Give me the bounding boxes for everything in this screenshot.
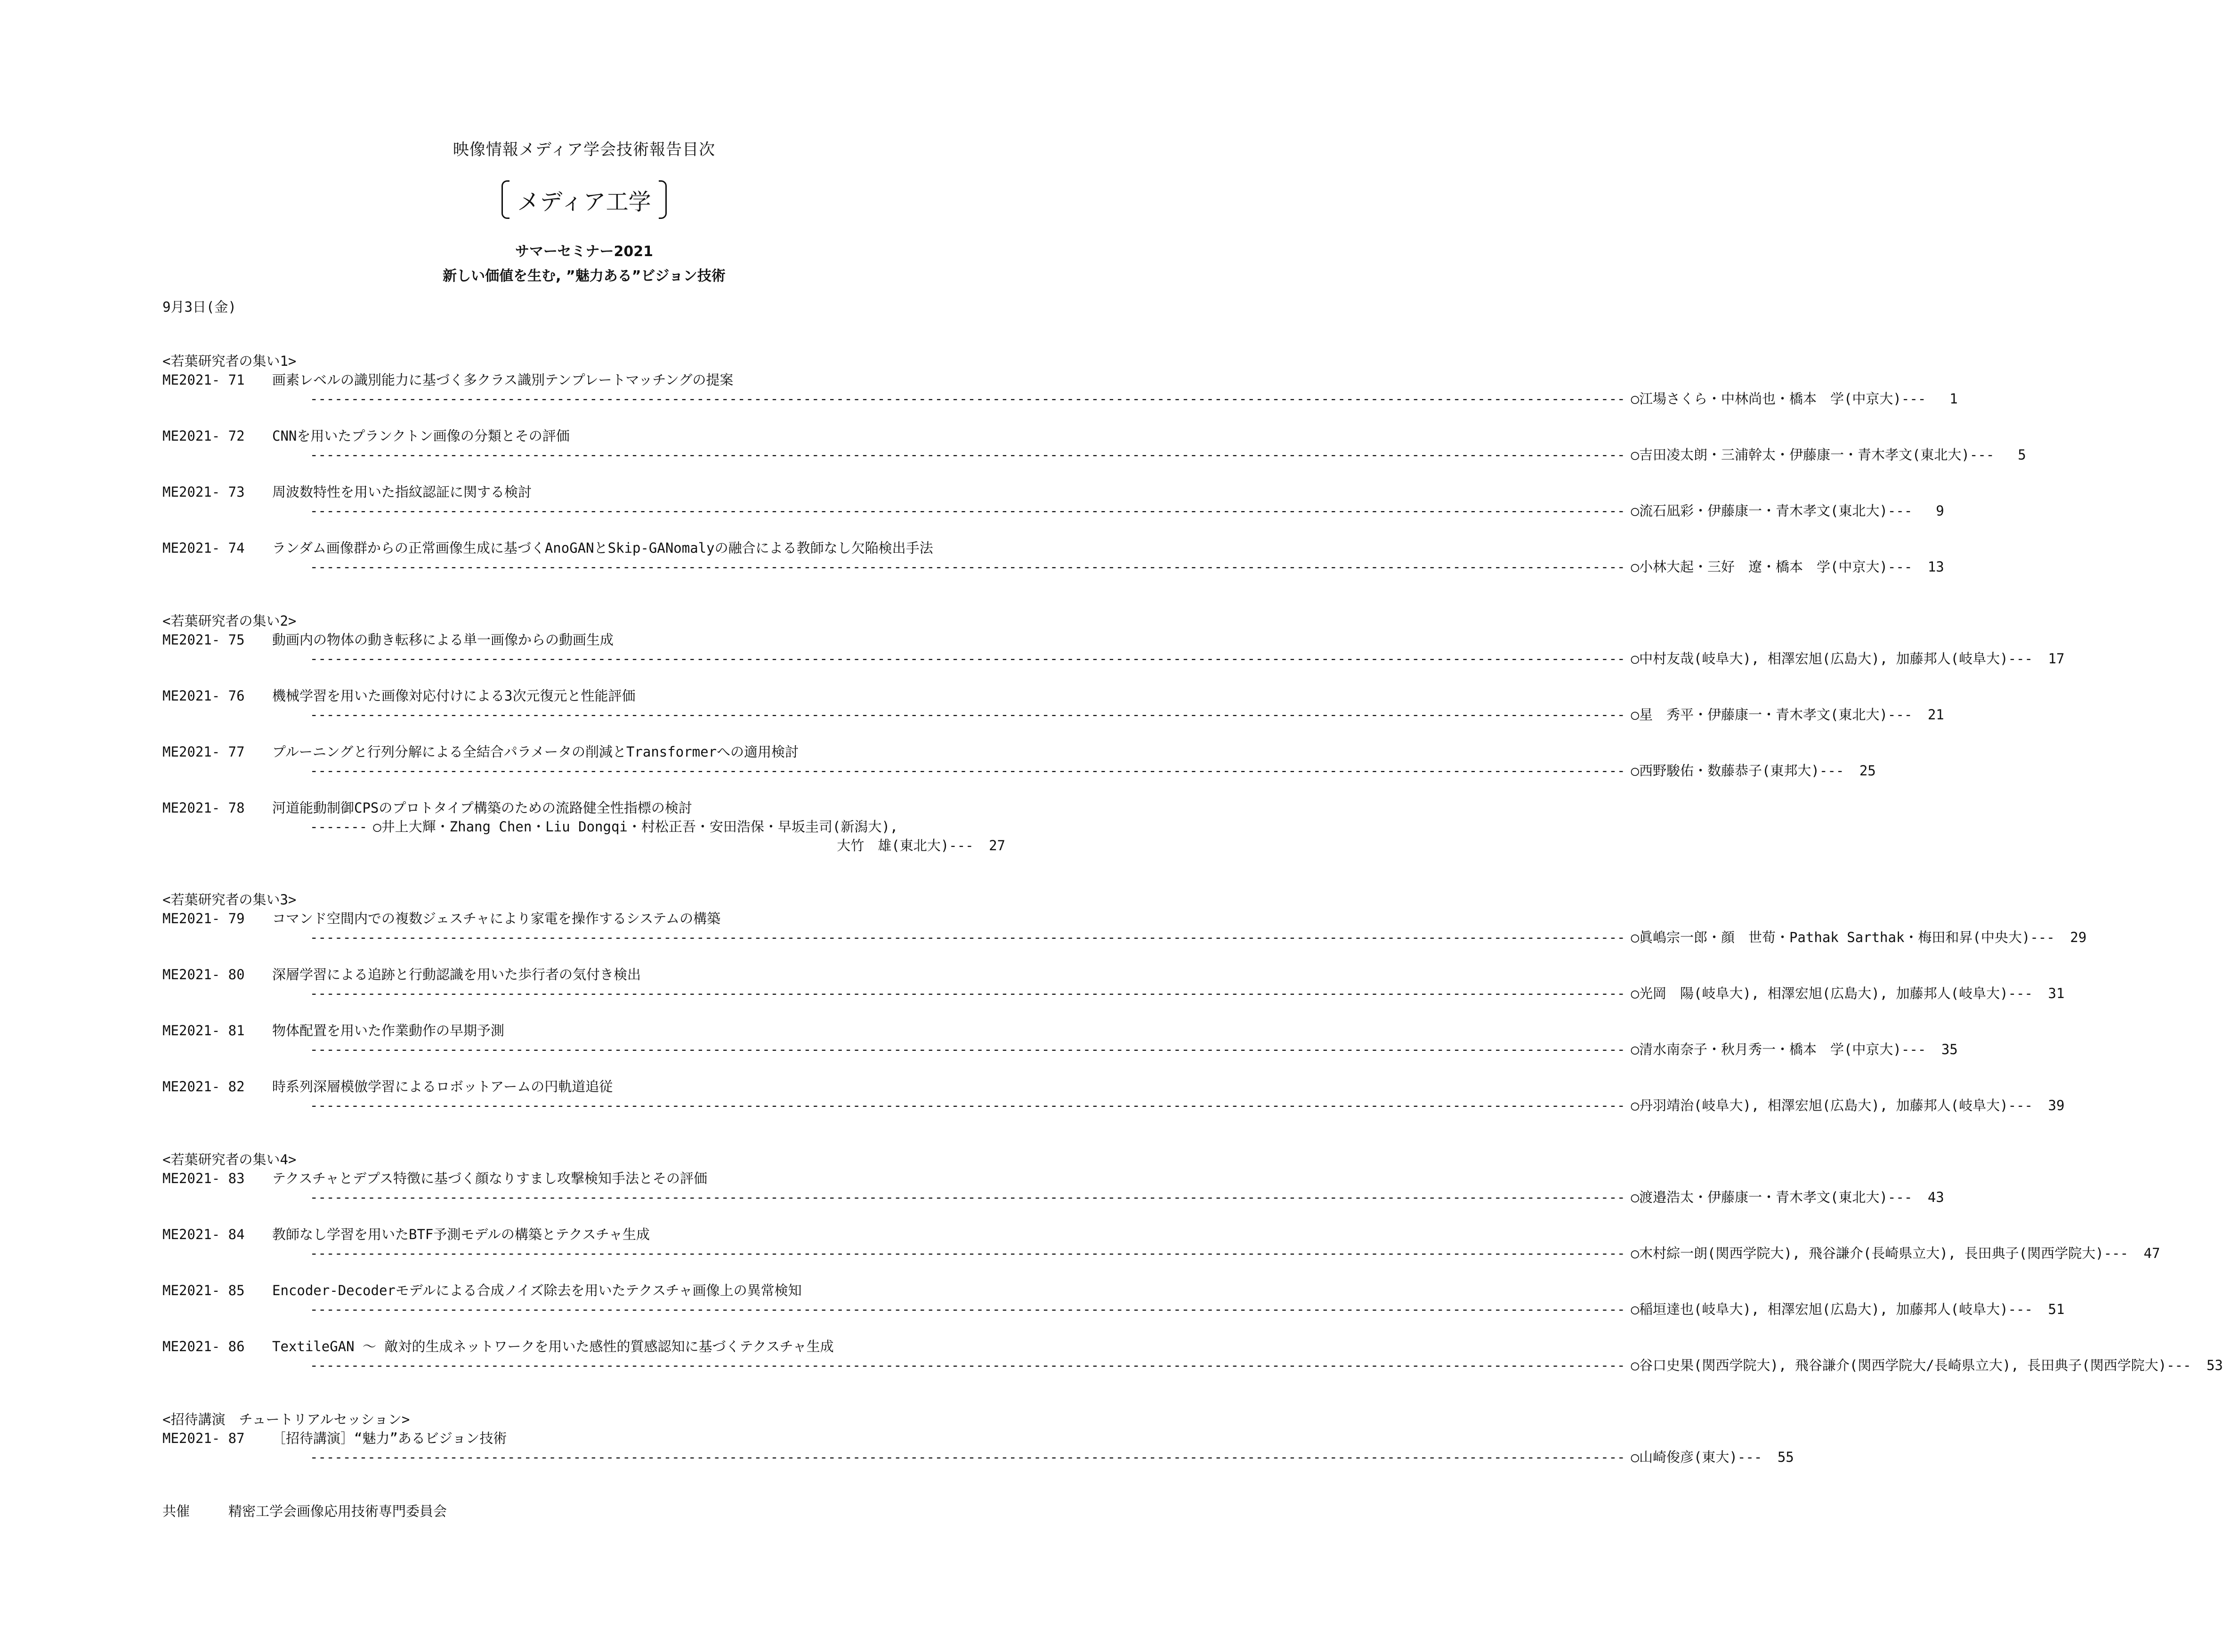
page-leader: --- [1887, 503, 1921, 519]
page-leader: --- [1901, 1041, 1934, 1057]
sections-list [162, 352, 2223, 1467]
page-number: 51 [2048, 1301, 2065, 1317]
paper-title: TextileGAN 〜 敵対的生成ネットワークを用いた感性的質感認知に基づくテクスチャ生成 [272, 1338, 834, 1354]
cosponsor-label: 共催 [162, 1503, 190, 1519]
entry-author-row [162, 557, 1944, 576]
page-number: 29 [2070, 929, 2087, 945]
author-list-continued: 大竹 雄(東北大) [837, 838, 949, 854]
page-leader: --- [2008, 1097, 2041, 1113]
page-number: 43 [1927, 1189, 1944, 1205]
paper-title: コマンド空間内での複数ジェスチャにより家電を操作するシステムの構築 [272, 911, 721, 927]
entry-header-row [162, 742, 1005, 761]
leader-dashes: ---------------------------------------------------------------------------------------------------------------------------------------------------------------- [310, 1189, 1625, 1205]
author-list: ○稲垣達也(岐阜大), 相澤宏旭(広島大), 加藤邦人(岐阜大) [1631, 1301, 2008, 1317]
left-bracket [501, 180, 509, 219]
entry-header-row [162, 909, 1005, 928]
page-leader: --- [1887, 1189, 1921, 1205]
paper-title: 教師なし学習を用いたBTF予測モデルの構築とテクスチャ生成 [272, 1226, 650, 1242]
report-header [0, 137, 1168, 285]
entry-header-row [162, 483, 1005, 501]
toc-entry [162, 630, 2065, 668]
entry-author-row [162, 649, 2065, 668]
section-title: <若葉研究者の集い1> [162, 353, 297, 369]
page-number: 1 [1949, 391, 1958, 407]
report-number: ME2021- 73 [162, 484, 245, 500]
entry-header-row [162, 630, 1005, 649]
entry-header-row [162, 1225, 1005, 1244]
paper-title: 機械学習を用いた画像対応付けによる3次元復元と性能評価 [272, 688, 636, 704]
leader-dashes: ---------------------------------------------------------------------------------------------------------------------------------------------------------------- [310, 1357, 1625, 1373]
cosponsor-line [162, 1502, 1005, 1521]
toc-entry [162, 686, 1944, 724]
author-list: ○井上大輝・Zhang Chen・Liu Dongqi・村松正吾・安田浩保・早坂圭司(新潟大), [373, 819, 898, 835]
report-number: ME2021- 84 [162, 1226, 245, 1242]
section-title: <招待講演 チュートリアルセッション> [162, 1411, 410, 1427]
toc-entry [162, 1225, 2160, 1263]
author-list: ○小林大起・三好 遼・橋本 学(中京大) [1631, 559, 1888, 575]
report-number: ME2021- 82 [162, 1079, 245, 1095]
entry-header-row [162, 371, 1005, 389]
paper-title: 時系列深層模倣学習によるロボットアームの円軌道追従 [272, 1079, 613, 1095]
page-leader: --- [949, 838, 982, 854]
leader-dashes: ---------------------------------------------------------------------------------------------------------------------------------------------------------------- [310, 503, 1625, 519]
leader-dashes: ---------------------------------------------------------------------------------------------------------------------------------------------------------------- [310, 1245, 1625, 1261]
author-list: ○西野駿佑・数藤恭子(東邦大) [1631, 763, 1819, 779]
author-list: ○渡邉浩太・伊藤康一・青木孝文(東北大) [1631, 1189, 1888, 1205]
toc-entry [162, 1169, 1944, 1207]
toc-entry [162, 742, 1876, 780]
toc-entry [162, 1429, 1794, 1467]
report-number: ME2021- 83 [162, 1170, 245, 1186]
toc-entry [162, 427, 2026, 464]
cosponsor-name: 精密工学会画像応用技術専門委員会 [228, 1503, 447, 1519]
entry-author-row [162, 761, 1876, 780]
journal-name-box [501, 180, 666, 219]
page-leader: --- [2008, 1301, 2041, 1317]
entry-header-row [162, 1169, 1005, 1188]
report-number: ME2021- 78 [162, 800, 245, 816]
report-number: ME2021- 77 [162, 744, 245, 760]
report-number: ME2021- 74 [162, 540, 245, 556]
page-number: 25 [1859, 763, 1876, 779]
paper-title: テクスチャとデプス特徴に基づく顔なりすまし攻撃検知手法とその評価 [272, 1170, 707, 1186]
paper-title: 河道能動制御CPSのプロトタイプ構築のための流路健全性指標の検討 [272, 800, 692, 816]
page-leader: --- [2030, 929, 2063, 945]
leader-dashes: ---------------------------------------------------------------------------------------------------------------------------------------------------------------- [310, 1041, 1625, 1057]
entry-header-row [162, 1337, 1005, 1356]
document-title: 映像情報メディア学会技術報告目次 [453, 140, 716, 159]
page-number: 31 [2048, 985, 2065, 1001]
page-leader: --- [1901, 391, 1934, 407]
table-of-contents [162, 293, 2223, 1521]
entry-author-row [162, 1356, 2223, 1375]
paper-title: ［招待講演］“魅力”あるビジョン技術 [272, 1430, 507, 1446]
entry-author-row [162, 445, 2026, 464]
entry-author-row [162, 501, 1944, 520]
entry-header-row [162, 427, 1005, 445]
entry-author-row [162, 1244, 2160, 1263]
section-title: <若葉研究者の集い2> [162, 613, 297, 629]
entry-author-row [162, 1096, 2065, 1115]
report-number: ME2021- 72 [162, 428, 245, 444]
page-number: 9 [1936, 503, 1944, 519]
page-leader: --- [1887, 559, 1921, 575]
paper-title: CNNを用いたプランクトン画像の分類とその評価 [272, 428, 570, 444]
leader-dashes: ---------------------------------------------------------------------------------------------------------------------------------------------------------------- [310, 559, 1625, 575]
author-list: ○流石凪彩・伊藤康一・青木孝文(東北大) [1631, 503, 1888, 519]
entry-author-row [162, 389, 1958, 408]
entry-header-row [162, 686, 1005, 705]
page-leader: --- [1887, 707, 1921, 723]
page-leader: --- [1819, 763, 1852, 779]
report-number: ME2021- 80 [162, 967, 245, 983]
toc-entry [162, 371, 1958, 408]
section-title: <若葉研究者の集い4> [162, 1152, 297, 1168]
page-number: 39 [2048, 1097, 2065, 1113]
entry-header-row [162, 965, 1005, 984]
paper-title: ランダム画像群からの正常画像生成に基づくAnoGANとSkip-GANomalyの融合による教師なし欠陥検出手法 [272, 540, 933, 556]
report-number: ME2021- 71 [162, 372, 245, 388]
session-section [162, 1410, 1794, 1467]
journal-name: メディア工学 [517, 188, 651, 215]
entry-header-row [162, 1281, 1005, 1300]
entry-author-row [162, 928, 2087, 947]
toc-entry [162, 1281, 2065, 1319]
seminar-theme: 新しい価値を生む, ”魅力ある”ビジョン技術 [443, 268, 726, 284]
author-list: ○江場さくら・中林尚也・橋本 学(中京大) [1631, 391, 1901, 407]
page-number: 17 [2048, 651, 2065, 667]
leader-dashes: ---------------------------------------------------------------------------------------------------------------------------------------------------------------- [310, 929, 1625, 945]
page-number: 55 [1777, 1449, 1794, 1465]
session-section [162, 612, 2065, 855]
author-list: ○吉田凌太朗・三浦幹太・伊藤康一・青木孝文(東北大) [1631, 447, 1970, 463]
toc-entry [162, 1337, 2223, 1375]
entry-header-row [162, 1021, 1005, 1040]
paper-title: 深層学習による追跡と行動認識を用いた歩行者の気付き検出 [272, 967, 641, 983]
entry-header-row [162, 539, 1005, 557]
report-number: ME2021- 86 [162, 1338, 245, 1354]
page-leader: --- [2103, 1245, 2137, 1261]
author-list: ○光岡 陽(岐阜大), 相澤宏旭(広島大), 加藤邦人(岐阜大) [1631, 985, 2008, 1001]
author-list: ○中村友哉(岐阜大), 相澤宏旭(広島大), 加藤邦人(岐阜大) [1631, 651, 2008, 667]
entry-author-row [162, 1448, 1794, 1467]
leader-dashes: ---------------------------------------------------------------------------------------------------------------------------------------------------------------- [310, 985, 1625, 1001]
paper-title: Encoder-Decoderモデルによる合成ノイズ除去を用いたテクスチャ画像上の異常検知 [272, 1282, 802, 1298]
toc-entry [162, 909, 2087, 947]
page-number: 35 [1941, 1041, 1958, 1057]
report-number: ME2021- 87 [162, 1430, 245, 1446]
author-list: ○谷口史果(関西学院大), 飛谷謙介(関西学院大/長崎県立大), 長田典子(関西学院大) [1631, 1357, 2167, 1373]
entry-header-row [162, 1077, 1005, 1096]
right-bracket [659, 180, 667, 219]
page-leader: --- [2008, 651, 2041, 667]
leader-dashes: ---------------------------------------------------------------------------------------------------------------------------------------------------------------- [310, 763, 1625, 779]
leader-dashes: ------- [310, 819, 368, 835]
toc-entry [162, 965, 2065, 1003]
page-leader: --- [1969, 447, 2003, 463]
author-list: ○眞嶋宗一郎・顔 世荀・Pathak Sarthak・梅田和昇(中央大) [1631, 929, 2030, 945]
page-number: 13 [1927, 559, 1944, 575]
seminar-title: サマーセミナー2021 [515, 243, 653, 260]
author-list: ○山崎俊彦(東大) [1631, 1449, 1738, 1465]
entry-author-continuation-row [162, 836, 1005, 855]
entry-author-row [162, 1300, 2065, 1319]
session-date: 9月3日(金) [162, 299, 236, 315]
author-list: ○星 秀平・伊藤康一・青木孝文(東北大) [1631, 707, 1888, 723]
page-number: 27 [989, 838, 1005, 854]
page-number: 21 [1927, 707, 1944, 723]
page-number: 5 [2018, 447, 2026, 463]
report-number: ME2021- 81 [162, 1023, 245, 1039]
entry-author-row [162, 705, 1944, 724]
entry-header-row [162, 1429, 1005, 1448]
page-leader: --- [2008, 985, 2041, 1001]
paper-title: 画素レベルの識別能力に基づく多クラス識別テンプレートマッチングの提案 [272, 372, 734, 388]
paper-title: プルーニングと行列分解による全結合パラメータの削減とTransformerへの適用検討 [272, 744, 799, 760]
entry-author-row [162, 1188, 1944, 1207]
report-number: ME2021- 76 [162, 688, 245, 704]
page-number: 53 [2206, 1357, 2223, 1373]
toc-entry [162, 1077, 2065, 1115]
author-list: ○木村綜一朗(関西学院大), 飛谷謙介(長崎県立大), 長田典子(関西学院大) [1631, 1245, 2104, 1261]
entry-header-row [162, 798, 1005, 817]
author-list: ○丹羽靖治(岐阜大), 相澤宏旭(広島大), 加藤邦人(岐阜大) [1631, 1097, 2008, 1113]
entry-author-row [162, 984, 2065, 1003]
author-list: ○清水南奈子・秋月秀一・橋本 学(中京大) [1631, 1041, 1901, 1057]
session-section [162, 1150, 2223, 1375]
page-leader: --- [2166, 1357, 2199, 1373]
page-number: 47 [2143, 1245, 2160, 1261]
toc-entry [162, 539, 1944, 576]
toc-entry [162, 1021, 1958, 1059]
leader-dashes: ---------------------------------------------------------------------------------------------------------------------------------------------------------------- [310, 447, 1625, 463]
session-section [162, 890, 2087, 1115]
page-leader: --- [1737, 1449, 1770, 1465]
entry-author-row [162, 1040, 1958, 1059]
paper-title: 周波数特性を用いた指紋認証に関する検討 [272, 484, 532, 500]
paper-title: 物体配置を用いた作業動作の早期予測 [272, 1023, 505, 1039]
leader-dashes: ---------------------------------------------------------------------------------------------------------------------------------------------------------------- [310, 1097, 1625, 1113]
report-number: ME2021- 79 [162, 911, 245, 927]
leader-dashes: ---------------------------------------------------------------------------------------------------------------------------------------------------------------- [310, 1301, 1625, 1317]
leader-dashes: ---------------------------------------------------------------------------------------------------------------------------------------------------------------- [310, 391, 1625, 407]
paper-title: 動画内の物体の動き転移による単一画像からの動画生成 [272, 632, 614, 648]
leader-dashes: ---------------------------------------------------------------------------------------------------------------------------------------------------------------- [310, 707, 1625, 723]
leader-dashes: ---------------------------------------------------------------------------------------------------------------------------------------------------------------- [310, 1449, 1625, 1465]
toc-entry [162, 483, 1944, 520]
toc-entry [162, 798, 1005, 855]
entry-author-row [162, 817, 1005, 836]
report-number: ME2021- 85 [162, 1282, 245, 1298]
section-title: <若葉研究者の集い3> [162, 892, 297, 908]
leader-dashes: ---------------------------------------------------------------------------------------------------------------------------------------------------------------- [310, 651, 1625, 667]
report-number: ME2021- 75 [162, 632, 245, 648]
session-section [162, 352, 2026, 576]
